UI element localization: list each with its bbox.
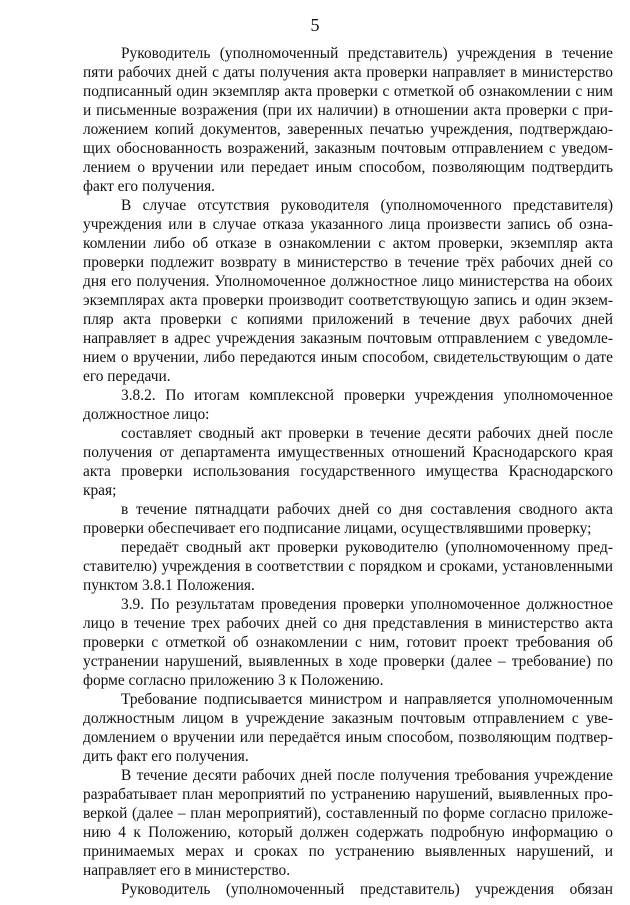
text-line: устранении нарушений, выявленных в ходе проверки (далее – требование) по [83,653,613,670]
text-line: направляет его в министерство. [83,862,291,879]
text-line: должностным лицом в учреждение заказным почтовым отправлением с уве- [83,710,613,727]
text-line: нием о вручении, либо передаются иным способом, свидетельствующим о дате [83,349,613,366]
text-line: Руководитель (уполномоченный представитель) учреждения в течение [121,45,613,62]
text-line: веркой (далее – план мероприятий), составленный по форме согласно приложе- [83,805,613,822]
text-line: ставителю) учреждения в соответствии с порядком и сроками, установленными [83,558,613,575]
text-line: ложением копий документов, заверенных печатью учреждения, подтверждаю- [83,121,613,138]
text-line: нию 4 к Положению, который должен содержать подробную информацию о [83,824,613,841]
text-line: 3.8.2. По итогам комплексной проверки учреждения уполномоченное [121,387,613,404]
text-line: Руководитель (уполномоченный представитель) учреждения обязан [121,881,613,898]
text-line: принимаемых мерах и сроках по устранению выявленных нарушений, и [83,843,613,860]
text-line: комлении либо об отказе в ознакомлении с актом проверки, экземпляр акта [83,235,613,252]
text-line: В течение десяти рабочих дней после получения требования учреждение [121,767,613,784]
text-line: проверки с отметкой об ознакомлении с ним, готовит проект требования об [83,634,613,651]
text-line: дня его получения. Уполномоченное должностное лицо министерства на обоих [83,273,613,290]
text-line: пяти рабочих дней с даты получения акта проверки направляет в министерство [83,64,613,81]
text-line: домлением о вручении или передаётся иным способом, позволяющим подтвер- [83,729,613,746]
text-line: пунктом 3.8.1 Положения. [83,577,255,594]
page-number: 5 [310,15,320,35]
text-line: учреждения или в случае отказа указанного лица произвести запись об озна- [83,216,613,233]
text-line: 3.9. По результатам проведения проверки уполномоченное должностное [121,596,613,613]
text-line: в течение пятнадцати рабочих дней со дня составления сводного акта [121,501,613,518]
text-line: края; [83,482,117,499]
text-line: и письменные возражения (при их наличии) в отношении акта проверки с при- [83,102,613,119]
text-line: его передачи. [83,368,171,385]
text-line: Требование подписывается министром и направляется уполномоченным [121,691,613,708]
text-line: передаёт сводный акт проверки руководителю (уполномоченному пред- [121,539,613,556]
text-line: форме согласно приложению 3 к Положению. [83,672,384,689]
text-line: В случае отсутствия руководителя (уполномоченного представителя) [121,197,613,214]
text-line: щих обоснованность возражений, заказным почтовым отправлением с уведом- [83,140,613,157]
text-line: разрабатывает план мероприятий по устранению нарушений, выявленных про- [83,786,613,803]
text-line: пляр акта проверки с копиями приложений в течение двух рабочих дней [83,311,613,328]
text-line: факт его получения. [83,178,216,195]
text-line: лением о вручении или передает иным способом, позволяющим подтвердить [83,159,613,176]
text-line: дить факт его получения. [83,748,249,765]
text-line: направляет в адрес учреждения заказным почтовым отправлением с уведомле- [83,330,613,347]
text-line: лицо в течение трех рабочих дней со дня представления в министерство акта [83,615,613,632]
text-line: должностное лицо: [83,406,210,423]
text-line: акта проверки использования государственного имущества Краснодарского [83,463,613,480]
text-line: проверки подлежит возврату в министерство в течение трёх рабочих дней со [83,254,613,271]
text-line: подписанный один экземпляр акта проверки с отметкой об ознакомлении с ним [83,83,613,100]
text-line: экземплярах акта проверки производит соответствующую запись и один экзем- [83,292,613,309]
text-line: составляет сводный акт проверки в течение десяти рабочих дней после [121,425,613,442]
text-line: проверки обеспечивает его подписание лицами, осуществлявшими проверку; [83,520,592,537]
text-line: получения от департамента имущественных отношений Краснодарского края [83,444,613,461]
